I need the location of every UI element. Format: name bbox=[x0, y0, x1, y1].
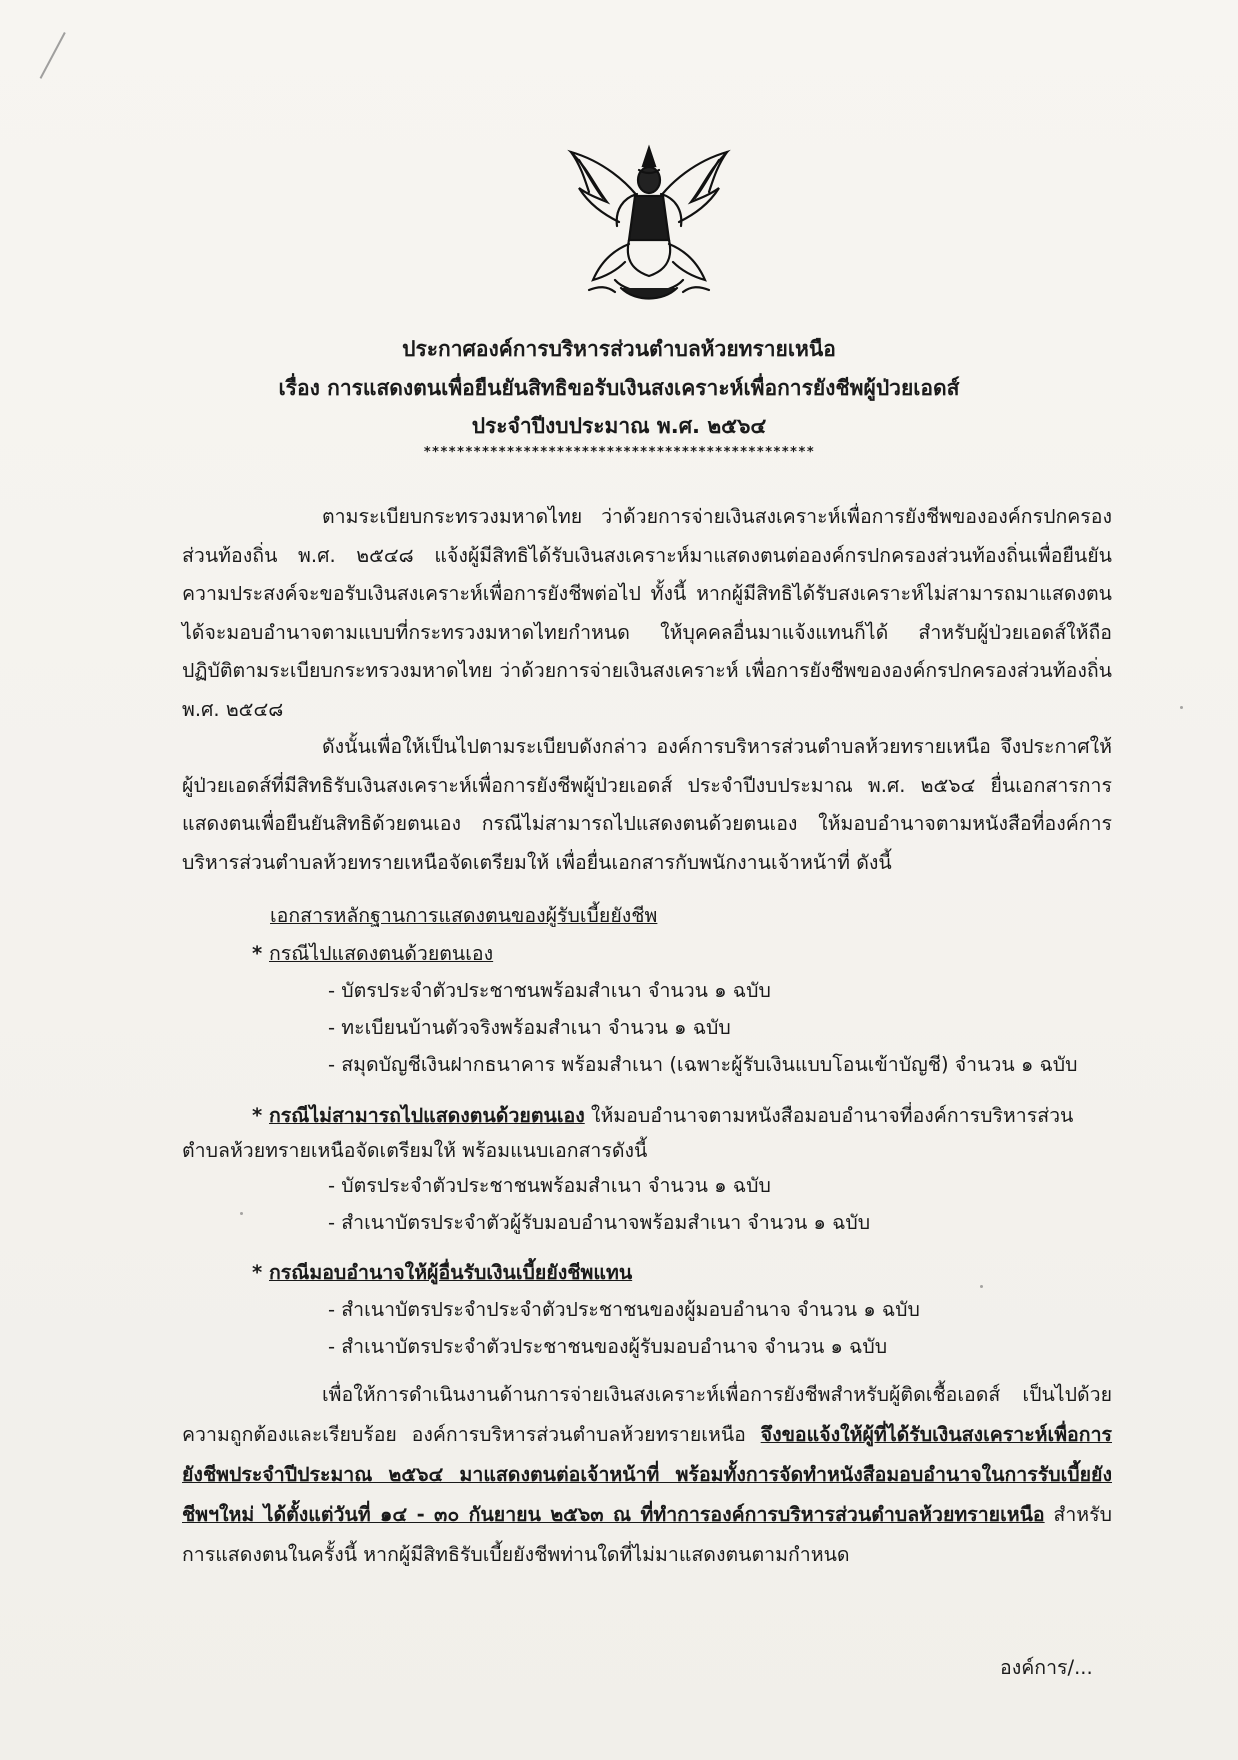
announcement-fiscal-year: ประจำปีงบประมาณ พ.ศ. ๒๕๖๔ bbox=[471, 414, 767, 438]
scan-speck bbox=[980, 1285, 983, 1288]
case-proxy-title: กรณีไม่สามารถไปแสดงตนด้วยตนเอง bbox=[269, 1104, 585, 1127]
documents-heading: เอกสารหลักฐานการแสดงตนของผู้รับเบี้ยยังชีพ bbox=[270, 904, 658, 927]
paragraph-regulation: ตามระเบียบกระทรวงมหาดไทย ว่าด้วยการจ่ายเงินสงเคราะห์เพื่อการยังชีพขององค์กรปกครองส่วนท้องถิ่น พ.ศ. ๒๕๔๘ แจ้งผู้มีสิทธิได้รับเงินสงเคราะห์มาแสดงตนต่อองค์กรปกครองส่วนท้องถิ่นเพื่อยืนยันความประสงค์จะขอรับเงินสงเคราะห์เพื่อการยังชีพต่อไป ทั้งนี้ หากผู้มีสิทธิได้รับสงเคราะห์ไม่สามารถมาแสดงตนได้จะมอบอำนาจตามแบบที่กระทรวงมหาดไทยกำหนด ให้บุคคลอื่นมาแจ้งแทนก็ได้ สำหรับผู้ป่วยเอดส์ให้ถือปฏิบัติตามระเบียบกระทรวงมหาดไทย ว่าด้วยการจ่ายเงินสงเคราะห์ เพื่อการยังชีพขององค์กรปกครองส่วนท้องถิ่น พ.ศ. ๒๕๔๘ bbox=[182, 505, 1112, 721]
case-delegate-item-1: - สำเนาบัตรประจำประจำตัวประชาชนของผู้มอบอำนาจ จำนวน ๑ ฉบับ bbox=[328, 1298, 920, 1321]
case-proxy-text-b: ตำบลห้วยทรายเหนือจัดเตรียมให้ พร้อมแนบเอกสารดังนี้ bbox=[182, 1139, 648, 1162]
scan-speck bbox=[1180, 706, 1183, 709]
case-proxy-heading bbox=[252, 1098, 1112, 1134]
case-delegate-heading bbox=[252, 1255, 632, 1291]
case-delegate-title: กรณีมอบอำนาจให้ผู้อื่นรับเงินเบี้ยยังชีพแทน bbox=[269, 1261, 633, 1284]
notice-text-c: สำหรับการแสดงตนในครั้งนี้ หากผู้มีสิทธิรับเบี้ยยังชีพท่านใดที่ไม่มาแสดงตนตามกำหนด bbox=[182, 1503, 1112, 1566]
case-proxy-star: * bbox=[252, 1104, 269, 1127]
case-delegate-item-2: - สำเนาบัตรประจำตัวประชาชนของผู้รับมอบอำนาจ จำนวน ๑ ฉบับ bbox=[328, 1335, 888, 1358]
paragraph-notice bbox=[182, 1375, 1112, 1575]
garuda-emblem-icon bbox=[559, 140, 739, 305]
case-in-person-heading bbox=[252, 936, 493, 972]
case-proxy-item-1: - บัตรประจำตัวประชาชนพร้อมสำเนา จำนวน ๑ ฉบับ bbox=[328, 1174, 771, 1197]
notice-text-emphasis: จึงขอแจ้งให้ผู้ที่ได้รับเงินสงเคราะห์เพื่อการยังชีพประจำปีประมาณ ๒๕๖๔ มาแสดงตนต่อเจ้าหน้าที่ พร้อมทั้งการจัดทำหนังสือมอบอำนาจในการรับเบี้ยยังชีพฯใหม่ ได้ตั้งแต่วันที่ ๑๔ - ๓๐ กันยายน ๒๕๖๓ ณ ที่ทำการองค์การบริหารส่วนตำบลห้วยทรายเหนือ bbox=[182, 1423, 1112, 1526]
case-in-person-item-2: - ทะเบียนบ้านตัวจริงพร้อมสำเนา จำนวน ๑ ฉบับ bbox=[328, 1016, 731, 1039]
announcement-subject: เรื่อง การแสดงตนเพื่อยืนยันสิทธิขอรับเงินสงเคราะห์เพื่อการยังชีพผู้ป่วยเอดส์ bbox=[278, 376, 960, 400]
case-delegate-star: * bbox=[252, 1261, 269, 1284]
paragraph-announcement: ดังนั้นเพื่อให้เป็นไปตามระเบียบดังกล่าว องค์การบริหารส่วนตำบลห้วยทรายเหนือ จึงประกาศให้ผู้ป่วยเอดส์ที่มีสิทธิรับเงินสงเคราะห์เพื่อการยังชีพผู้ป่วยเอดส์ ประจำปีงบประมาณ พ.ศ. ๒๕๖๔ ยื่นเอกสารการแสดงตนเพื่อยืนยันสิทธิด้วยตนเอง กรณีไม่สามารถไปแสดงตนด้วยตนเอง ให้มอบอำนาจตามหนังสือที่องค์การบริหารส่วนตำบลห้วยทรายเหนือจัดเตรียมให้ เพื่อยื่นเอกสารกับพนักงานเจ้าหน้าที่ ดังนี้ bbox=[182, 735, 1112, 874]
announcement-title: ประกาศองค์การบริหารส่วนตำบลห้วยทรายเหนือ bbox=[402, 337, 836, 361]
scan-speck bbox=[240, 1212, 243, 1215]
continuation-note: องค์การ/... bbox=[1000, 1656, 1093, 1679]
separator-stars: *********************************************** bbox=[423, 445, 815, 460]
notice-text-a: เพื่อให้การดำเนินงานด้านการจ่ายเงินสงเคราะห์เพื่อการยังชีพสำหรับผู้ติดเชื้อเอดส์ เป็นไปด้วยความถูกต้องและเรียบร้อย องค์การบริหารส่วนตำบลห้วยทรายเหนือ bbox=[182, 1383, 1112, 1446]
case-proxy-item-2: - สำเนาบัตรประจำตัวผู้รับมอบอำนาจพร้อมสำเนา จำนวน ๑ ฉบับ bbox=[328, 1211, 871, 1234]
case-in-person-title: กรณีไปแสดงตนด้วยตนเอง bbox=[269, 942, 494, 965]
case-in-person-star: * bbox=[252, 942, 269, 965]
case-in-person-item-3: - สมุดบัญชีเงินฝากธนาคาร พร้อมสำเนา (เฉพาะผู้รับเงินแบบโอนเข้าบัญชี) จำนวน ๑ ฉบับ bbox=[328, 1053, 1078, 1076]
case-in-person-item-1: - บัตรประจำตัวประชาชนพร้อมสำเนา จำนวน ๑ ฉบับ bbox=[328, 979, 771, 1002]
pen-mark bbox=[40, 32, 66, 79]
case-proxy-text-a: ให้มอบอำนาจตามหนังสือมอบอำนาจที่องค์การบริหารส่วน bbox=[584, 1104, 1074, 1127]
